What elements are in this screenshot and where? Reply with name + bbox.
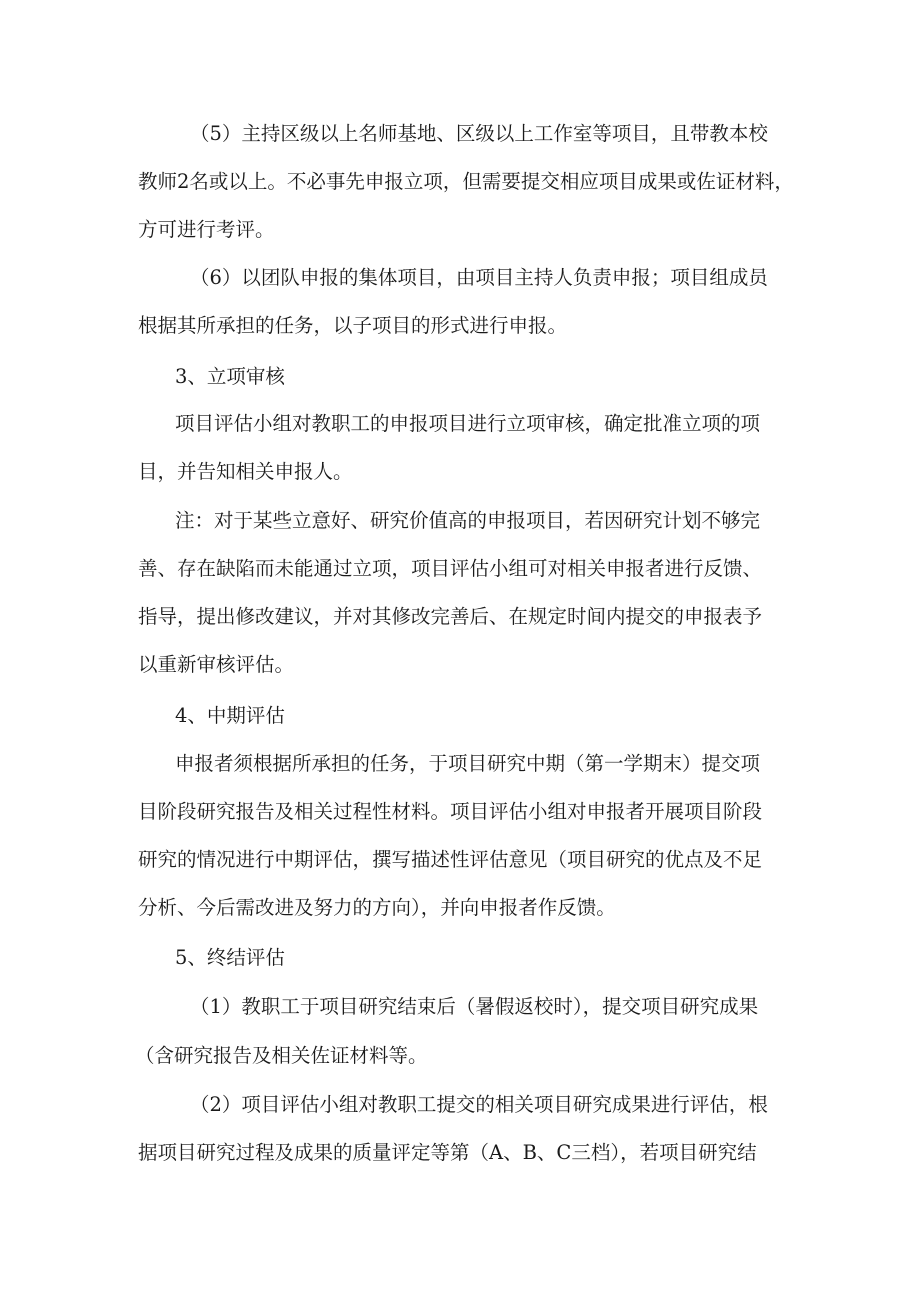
item-2-line-1: （2）项目评估小组对教职工提交的相关项目研究成果进行评估，根 [190,1093,768,1116]
item-1-line-2: （含研究报告及相关佐证材料等。 [135,1044,428,1067]
item-2-line-2: 据项目研究过程及成果的质量评定等第（A、B、C三档），若项目研究结 [138,1141,757,1164]
paragraph-5-line-2: 教师2名或以上。不必事先申报立项，但需要提交相应项目成果或佐证材料， [138,170,794,193]
section-3-para-line-1: 项目评估小组对教职工的申报项目进行立项审核，确定批准立项的项 [175,412,761,435]
note-line-1: 注：对于某些立意好、研究价值高的申报项目，若因研究计划不够完 [175,509,761,532]
section-5-heading: 5、终结评估 [175,946,285,969]
paragraph-5-line-1: （5）主持区级以上名师基地、区级以上工作室等项目，且带教本校 [190,122,768,145]
section-4-para-line-3: 研究的情况进行中期评估，撰写描述性评估意见（项目研究的优点及不足 [138,848,763,871]
section-3-heading: 3、立项审核 [175,365,285,388]
note-line-2: 善、存在缺陷而未能通过立项，项目评估小组可对相关申报者进行反馈、 [138,557,763,580]
note-line-4: 以重新审核评估。 [138,653,295,676]
paragraph-6-line-2: 根据其所承担的任务，以子项目的形式进行申报。 [138,314,568,337]
section-4-para-line-1: 申报者须根据所承担的任务，于项目研究中期（第一学期末）提交项 [175,752,761,775]
section-4-heading: 4、中期评估 [175,704,285,727]
section-4-para-line-4: 分析、今后需改进及努力的方向），并向申报者作反馈。 [138,896,616,919]
section-4-para-line-2: 目阶段研究报告及相关过程性材料。项目评估小组对申报者开展项目阶段 [138,800,763,823]
note-line-3: 指导，提出修改建议，并对其修改完善后、在规定时间内提交的申报表予 [138,605,763,628]
section-3-para-line-2: 目，并告知相关申报人。 [138,460,353,483]
paragraph-5-line-3: 方可进行考评。 [138,218,275,241]
item-1-line-1: （1）教职工于项目研究结束后（暑假返校时），提交项目研究成果 [190,995,759,1018]
paragraph-6-line-1: （6）以团队申报的集体项目，由项目主持人负责申报；项目组成员 [190,266,768,289]
